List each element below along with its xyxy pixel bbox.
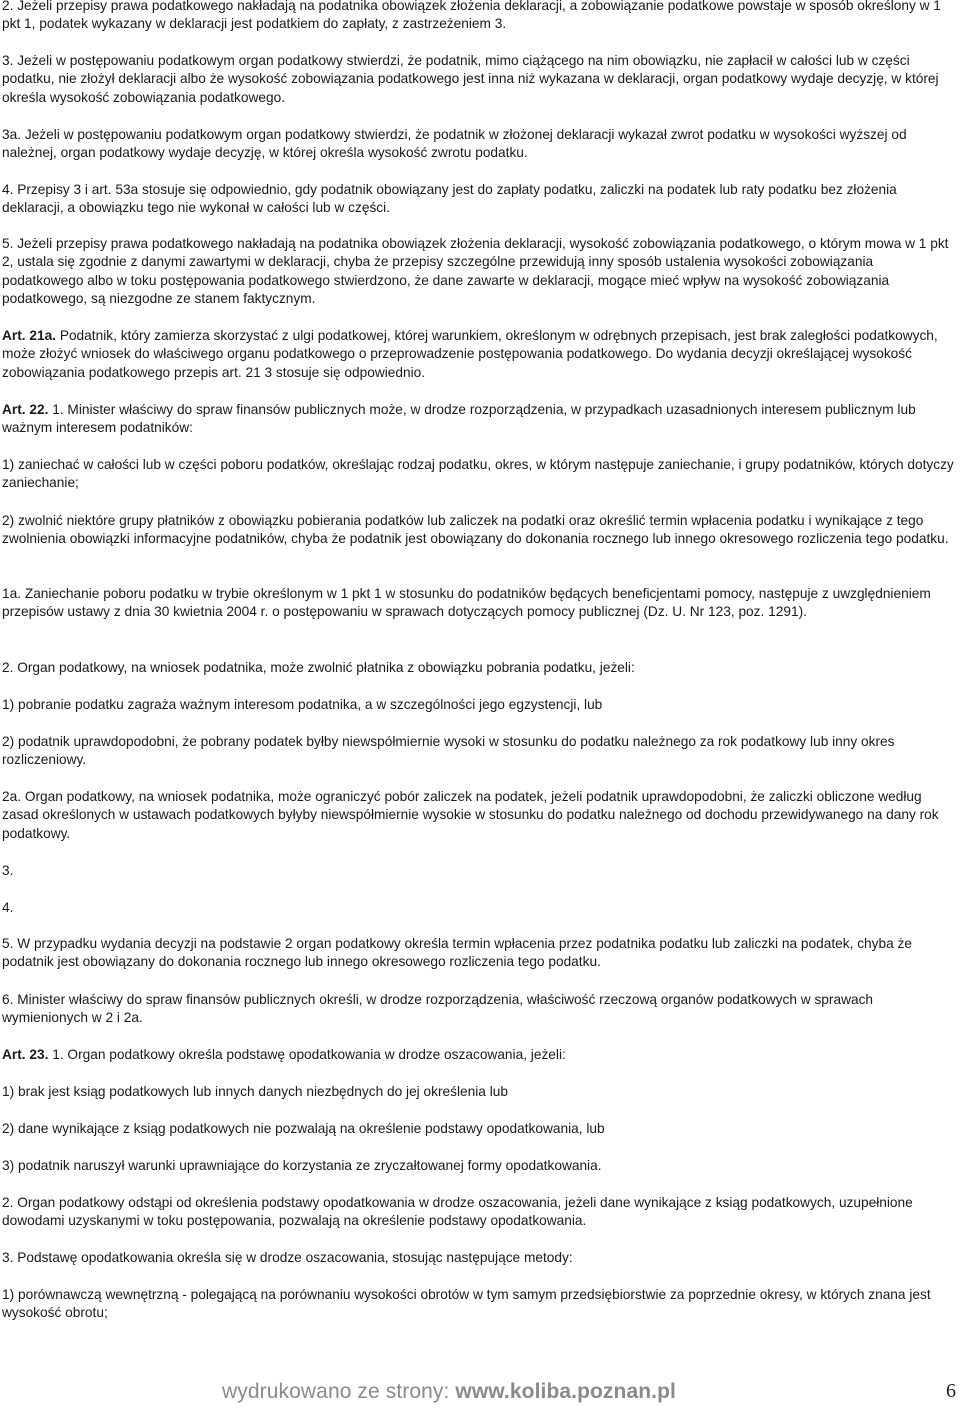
paragraph-text: 3. Podstawę opodatkowania określa się w drodze oszacowania, stosując następujące metody: — [2, 1250, 573, 1265]
paragraph-text: 4. — [2, 900, 14, 915]
paragraph-23-3 — [2, 1249, 957, 1267]
point-2-zwolnic — [2, 512, 957, 549]
paragraph-text: 1a. Zaniechanie poboru podatku w trybie określonym w 1 pkt 1 w stosunku do podatników będących beneficjentami pomocy, następuje z uwzględnieniem przepisów ustawy z dnia 30 kwietnia 2004 r. o postępowaniu w sprawach dotyczących pomocy publicznej (Dz. U. Nr 123, poz. 1291). — [2, 586, 931, 620]
paragraph-text: 1. Organ podatkowy określa podstawę opodatkowania w drodze oszacowania, jeżeli: — [48, 1047, 566, 1062]
article-lead: Art. 21a. — [2, 328, 57, 343]
paragraph-text: 1) brak jest ksiąg podatkowych lub innych danych niezbędnych do jej określenia lub — [2, 1084, 508, 1099]
paragraph-22-2-organ — [2, 659, 957, 677]
paragraph-5-termin — [2, 935, 957, 972]
paragraph-text: 1) pobranie podatku zagraża ważnym interesom podatnika, a w szczególności jego egzystencji, lub — [2, 697, 603, 712]
article-lead: Art. 22. — [2, 402, 49, 417]
paragraph-2a — [2, 788, 957, 843]
paragraph-22-3 — [2, 52, 957, 107]
footer-site-link[interactable]: www.koliba.poznan.pl — [455, 1380, 676, 1403]
point-1-pobranie — [2, 696, 957, 714]
paragraph-1a — [2, 585, 957, 622]
paragraph-text: 2) zwolnić niektóre grupy płatników z obowiązku pobierania podatków lub zaliczek na podatki oraz określić termin wpłacenia podatku i wynikające z tego zwolnienia obowiązki informacyjne podatników, chyba że podatnik jest obowiązany do dokonania rocznego lub innego okresowego rozliczenia tego podatku. — [2, 513, 949, 547]
footer-prefix: wydrukowano ze strony: — [222, 1380, 456, 1403]
point-3-naruszyl — [2, 1157, 957, 1175]
article-lead: Art. 23. — [2, 1047, 49, 1062]
paragraph-text: 2. Organ podatkowy, na wniosek podatnika, może zwolnić płatnika z obowiązku pobrania podatku, jeżeli: — [2, 660, 635, 675]
paragraph-22-2 — [2, 0, 957, 34]
paragraph-text: 4. Przepisy 3 i art. 53a stosuje się odpowiednio, gdy podatnik obowiązany jest do zapłaty podatku, zaliczki na podatek lub raty podatku bez złożenia deklaracji, a obowiązku tego nie wykonał w całości lub w części. — [2, 182, 897, 216]
paragraph-text: 2) podatnik uprawdopodobni, że pobrany podatek byłby niewspółmiernie wysoki w stosunku do podatku należnego za rok podatkowy lub inny okres rozliczeniowy. — [2, 734, 895, 768]
article-23-1 — [2, 1046, 957, 1064]
paragraph-text: 2. Jeżeli przepisy prawa podatkowego nakładają na podatnika obowiązek złożenia deklaracji, a zobowiązanie podatkowe powstaje w sposób określony w 1 pkt 1, podatek wykazany w deklaracji jest podatkiem do zapłaty, z zastrzeżeniem 3. — [2, 0, 941, 32]
paragraph-text: 5. Jeżeli przepisy prawa podatkowego nakładają na podatnika obowiązek złożenia deklaracji, wysokość zobowiązania podatkowego, o którym mowa w 1 pkt 2, ustala się zgodnie z danymi zawartymi w deklaracji, chyba że przepisy szczególne przewidują inny sposób ustalenia wysokości zobowiązania podatkowego albo w toku postępowania podatkowego stwierdzono, że dane zawarte w deklaracji, mogące mieć wpływ na wysokość zobowiązania podatkowego, są niezgodne ze stanem faktycznym. — [2, 236, 949, 306]
point-1-zaniechac — [2, 456, 957, 493]
paragraph-text: 2) dane wynikające z ksiąg podatkowych nie pozwalają na określenie podstawy opodatkowania, lub — [2, 1121, 605, 1136]
paragraph-text: Podatnik, który zamierza skorzystać z ulgi podatkowej, której warunkiem, określonym w odrębnych przepisach, jest brak zaległości podatkowych, może złożyć wniosek do właściwego organu podatkowego o przeprowadzenie postępowania podatkowego. Do wydania decyzji określającej wysokość zobowiązania podatkowego przepis art. 21 3 stosuje się odpowiednio. — [2, 328, 938, 380]
paragraph-text: 1) porównawczą wewnętrzną - polegającą na porównaniu wysokości obrotów w tym samym przedsiębiorstwie za poprzednie okresy, w których znana jest wysokość obrotu; — [2, 1287, 931, 1321]
article-21a — [2, 327, 957, 382]
point-1-brak-ksiag — [2, 1083, 957, 1101]
paragraph-text: 2a. Organ podatkowy, na wniosek podatnika, może ograniczyć pobór zaliczek na podatek, jeżeli podatnik uprawdopodobni, że zaliczki obliczone według zasad określonych w ustawach podatkowych byłyby niewspółmiernie wysokie w stosunku do podatku należnego od dochodu przewidywanego na dany rok podatkowy. — [2, 789, 939, 841]
article-22-1 — [2, 401, 957, 438]
paragraph-text: 3. Jeżeli w postępowaniu podatkowym organ podatkowy stwierdzi, że podatnik, mimo ciążącego na nim obowiązku, nie zapłacił w całości lub w części podatku, nie złożył deklaracji albo że wysokość zobowiązania podatkowego jest inna niż wykazana w deklaracji, organ podatkowy wydaje decyzję, w której określa wysokość zobowiązania podatkowego. — [2, 53, 939, 105]
paragraph-text: 2. Organ podatkowy odstąpi od określenia podstawy opodatkowania w drodze oszacowania, jeżeli dane wynikające z ksiąg podatkowych, uzupełnione dowodami uzyskanymi w toku postępowania, pozwalają na określenie podstawy opodatkowania. — [2, 1195, 913, 1229]
point-2-uprawdopodobni — [2, 733, 957, 770]
point-2-dane — [2, 1120, 957, 1138]
paragraph-text: 1. Minister właściwy do spraw finansów publicznych może, w drodze rozporządzenia, w przypadkach uzasadnionych interesem publicznym lub ważnym interesem podatników: — [2, 402, 916, 436]
paragraph-text: 3a. Jeżeli w postępowaniu podatkowym organ podatkowy stwierdzi, że podatnik w złożonej deklaracji wykazał zwrot podatku w wysokości wyższej od należnej, organ podatkowy wydaje decyzję, w której określa wysokość zwrotu podatku. — [2, 127, 907, 161]
point-1-porownawcza — [2, 1286, 957, 1323]
paragraph-text: 3. — [2, 863, 14, 878]
paragraph-23-2 — [2, 1194, 957, 1231]
paragraph-text: 1) zaniechać w całości lub w części poboru podatków, określając rodzaj podatku, okres, w którym następuje zaniechanie, i grupy podatników, których dotyczy zaniechanie; — [2, 457, 954, 491]
paragraph-22-3a — [2, 126, 957, 163]
print-footer — [222, 1380, 676, 1404]
paragraph-3-empty — [2, 862, 957, 880]
paragraph-text: 5. W przypadku wydania decyzji na podstawie 2 organ podatkowy określa termin wpłacenia przez podatnika podatku lub zaliczki na podatek, chyba że podatnik jest obowiązany do dokonania rocznego lub innego okresowego rozliczenia tego podatku. — [2, 936, 912, 970]
paragraph-4-empty — [2, 899, 957, 917]
page-number: 6 — [946, 1380, 956, 1402]
paragraph-text: 6. Minister właściwy do spraw finansów publicznych określi, w drodze rozporządzenia, właściwość rzeczową organów podatkowych w sprawach wymienionych w 2 i 2a. — [2, 992, 874, 1026]
paragraph-22-4 — [2, 181, 957, 218]
paragraph-22-5 — [2, 235, 957, 308]
paragraph-6-minister — [2, 991, 957, 1028]
paragraph-text: 3) podatnik naruszył warunki uprawniające do korzystania ze zryczałtowanej formy opodatkowania. — [2, 1158, 602, 1173]
